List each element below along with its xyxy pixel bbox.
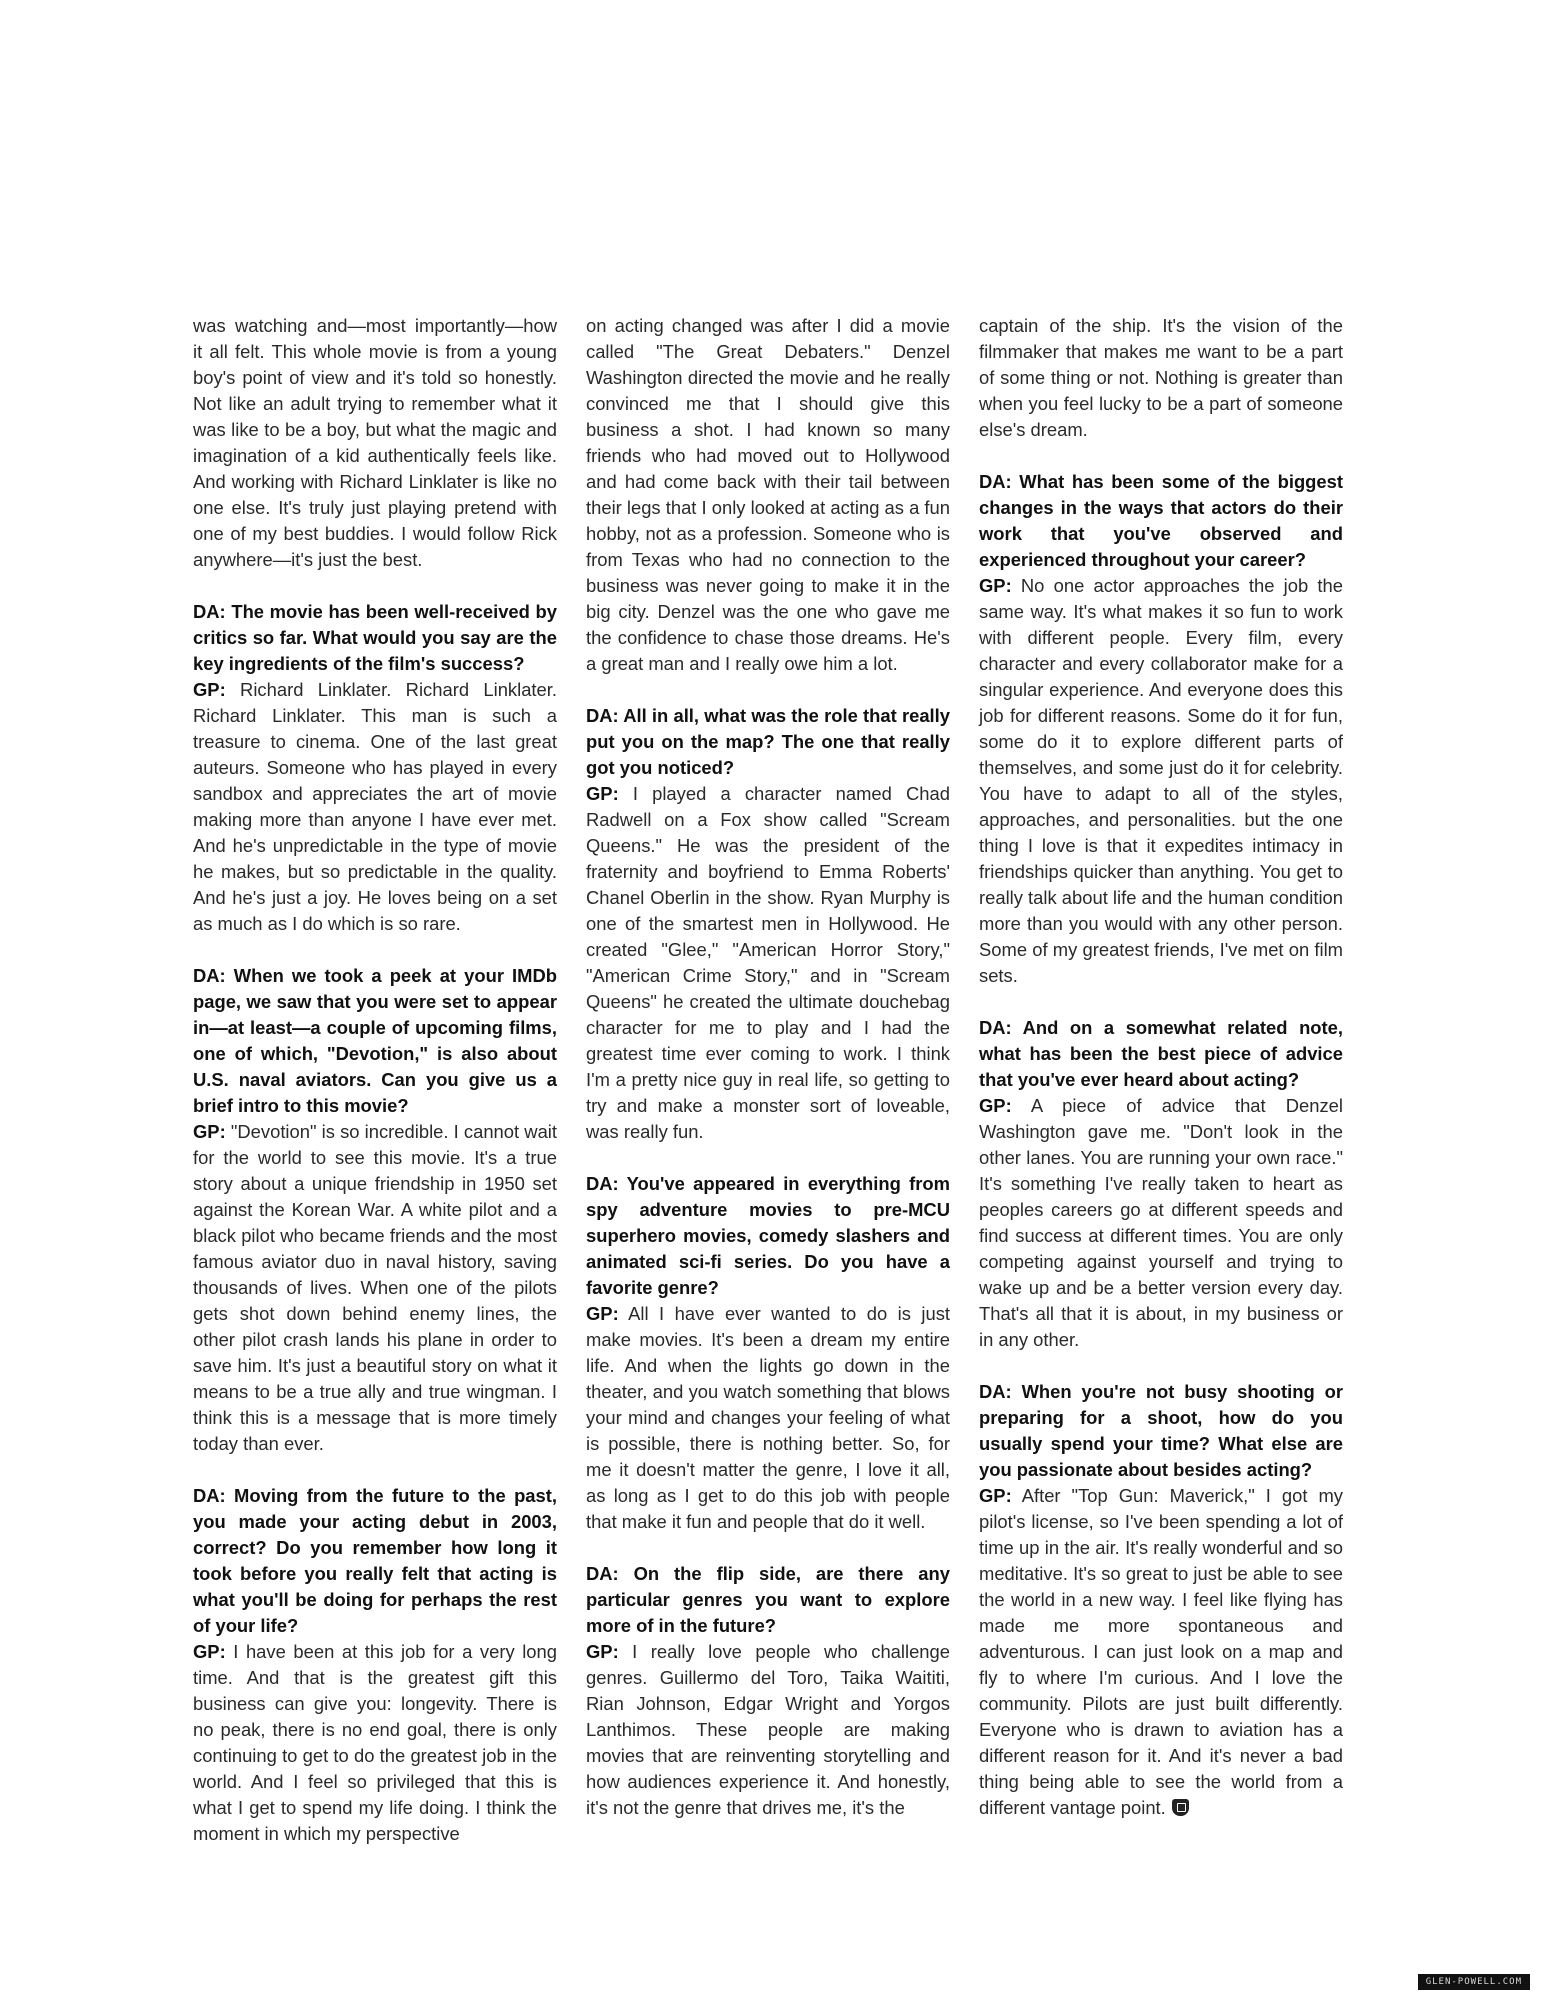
answer-text: Richard Linklater. Richard Linklater. Richard Linklater. This man is such a treasure to cinema. One of the last great auteurs. Someone who has played in every sandbox and appreciates the art of movie making more than anyone I have ever met. And he's unpredictable in the type of movie he makes, but so predictable in the quality. And he's just a joy. He loves being on a set as much as I do which is so rare. [193,679,557,934]
answer-prefix: GP: [193,679,226,700]
question: DA: And on a somewhat related note, what has been the best piece of advice that you've ever heard about acting? [979,1017,1343,1090]
answer-prefix: GP: [586,1641,619,1662]
qa-block [193,599,557,937]
answer-text: A piece of advice that Denzel Washington gave me. "Don't look in the other lanes. You are running your own race." It's something I've really taken to heart as peoples careers go at different speeds and find success at different times. You are only competing against yourself and trying to wake up and be a better version every day. That's all that it is about, in my business or in any other. [979,1095,1343,1350]
qa-block [193,963,557,1457]
question: DA: Moving from the future to the past, you made your acting debut in 2003, correct? Do you remember how long it took before you really felt that acting is what you'll be doing for perhaps the rest of your life? [193,1485,557,1636]
answer-prefix: GP: [979,575,1012,596]
answer [586,1301,950,1535]
qa-block [586,703,950,1145]
qa-block [979,1379,1343,1821]
answer [193,1119,557,1457]
answer [979,573,1343,989]
column-3 [979,313,1343,1821]
qa-block [586,1561,950,1821]
answer [193,1639,557,1847]
qa-block [586,1171,950,1535]
answer-prefix: GP: [193,1641,226,1662]
question: DA: All in all, what was the role that really put you on the map? The one that really got you noticed? [586,705,950,778]
end-of-article-icon [1172,1799,1189,1816]
answer [979,1483,1343,1821]
answer-prefix: GP: [193,1121,226,1142]
answer [193,677,557,937]
answer-text: I really love people who challenge genres. Guillermo del Toro, Taika Waititi, Rian Johnson, Edgar Wright and Yorgos Lanthimos. These people are making movies that are reinventing storytelling and how audiences experience it. And honestly, it's not the genre that drives me, it's the [586,1641,950,1818]
column-2 [586,313,950,1821]
answer-prefix: GP: [979,1485,1012,1506]
answer-prefix: GP: [586,783,619,804]
qa-block [979,1015,1343,1353]
question: DA: When you're not busy shooting or preparing for a shoot, how do you usually spend your time? What else are you passionate about besides acting? [979,1381,1343,1480]
question: DA: You've appeared in everything from spy adventure movies to pre-MCU superhero movies, comedy slashers and animated sci-fi series. Do you have a favorite genre? [586,1173,950,1298]
question: DA: When we took a peek at your IMDb page, we saw that you were set to appear in—at least—a couple of upcoming films, one of which, "Devotion," is also about U.S. naval aviators. Can you give us a brief intro to this movie? [193,965,557,1116]
qa-block [193,1483,557,1847]
answer-text: I have been at this job for a very long time. And that is the greatest gift this business can give you: longevity. There is no peak, there is no end goal, there is only continuing to get to do the greatest job in the world. And I feel so privileged that this is what I get to spend my life doing. I think the moment in which my perspective [193,1641,557,1844]
question: DA: The movie has been well-received by critics so far. What would you say are the key ingredients of the film's success? [193,601,557,674]
answer [586,781,950,1145]
answer-text: All I have ever wanted to do is just make movies. It's been a dream my entire life. And when the lights go down in the theater, and you watch something that blows your mind and changes your feeling of what is possible, there is nothing better. So, for me it doesn't matter the genre, I love it all, as long as I get to do this job with people that make it fun and people that do it well. [586,1303,950,1532]
column-1 [193,313,557,1847]
answer [979,1093,1343,1353]
question: DA: On the flip side, are there any particular genres you want to explore more of in the future? [586,1563,950,1636]
qa-block [979,469,1343,989]
answer-text: After "Top Gun: Maverick," I got my pilot's license, so I've been spending a lot of time up in the air. It's really wonderful and so meditative. It's so great to just be able to see the world in a new way. I feel like flying has made me more spontaneous and adventurous. I can just look on a map and fly to where I'm curious. And I love the community. Pilots are just built differently. Everyone who is drawn to aviation has a different reason for it. And it's never a bad thing being able to see the world from a different vantage point. [979,1485,1343,1818]
answer-text: No one actor approaches the job the same way. It's what makes it so fun to work with different people. Every film, every character and every collaborator make for a singular experience. And everyone does this job for different reasons. Some do it for fun, some do it to explore different parts of themselves, and some just do it for celebrity. You have to adapt to all of the styles, approaches, and personalities. but the one thing I love is that it expedites intimacy in friendships quicker than anything. You get to really talk about life and the human condition more than you would with any other person. Some of my greatest friends, I've met on film sets. [979,575,1343,986]
answer [586,1639,950,1821]
answer-text: "Devotion" is so incredible. I cannot wait for the world to see this movie. It's a true story about a unique friendship in 1950 set against the Korean War. A white pilot and a black pilot who became friends and the most famous aviator duo in naval history, saving thousands of lives. When one of the pilots gets shot down behind enemy lines, the other pilot crash lands his plane in order to save him. It's just a beautiful story on what it means to be a true ally and true wingman. I think this is a message that is more timely today than ever. [193,1121,557,1454]
answer-prefix: GP: [979,1095,1012,1116]
site-watermark: GLEN-POWELL.COM [1418,1974,1530,1990]
question: DA: What has been some of the biggest changes in the ways that actors do their work that you've observed and experienced throughout your career? [979,471,1343,570]
answer-prefix: GP: [586,1303,619,1324]
column-intro-text: captain of the ship. It's the vision of the filmmaker that makes me want to be a part of some thing or not. Nothing is greater than when you feel lucky to be a part of someone else's dream. [979,315,1343,440]
column-intro-text: was watching and—most importantly—how it all felt. This whole movie is from a young boy's point of view and it's told so honestly. Not like an adult trying to remember what it was like to be a boy, but what the magic and imagination of a kid authentically feels like. And working with Richard Linklater is like no one else. It's truly just playing pretend with one of my best buddies. I would follow Rick anywhere—it's just the best. [193,315,557,570]
column-intro-text: on acting changed was after I did a movie called "The Great Debaters." Denzel Washington directed the movie and he really convinced me that I should give this business a shot. I had known so many friends who had moved out to Hollywood and had come back with their tail between their legs that I only looked at acting as a fun hobby, not as a profession. Someone who is from Texas who had no connection to the business was never going to make it in the big city. Denzel was the one who gave me the confidence to chase those dreams. He's a great man and I really owe him a lot. [586,315,950,674]
answer-text: I played a character named Chad Radwell on a Fox show called "Scream Queens." He was the president of the fraternity and boyfriend to Emma Roberts' Chanel Oberlin in the show. Ryan Murphy is one of the smartest men in Hollywood. He created "Glee," "American Horror Story," "American Crime Story," and in "Scream Queens" he created the ultimate douchebag character for me to play and I had the greatest time ever coming to work. I think I'm a pretty nice guy in real life, so getting to try and make a monster sort of loveable, was really fun. [586,783,950,1142]
